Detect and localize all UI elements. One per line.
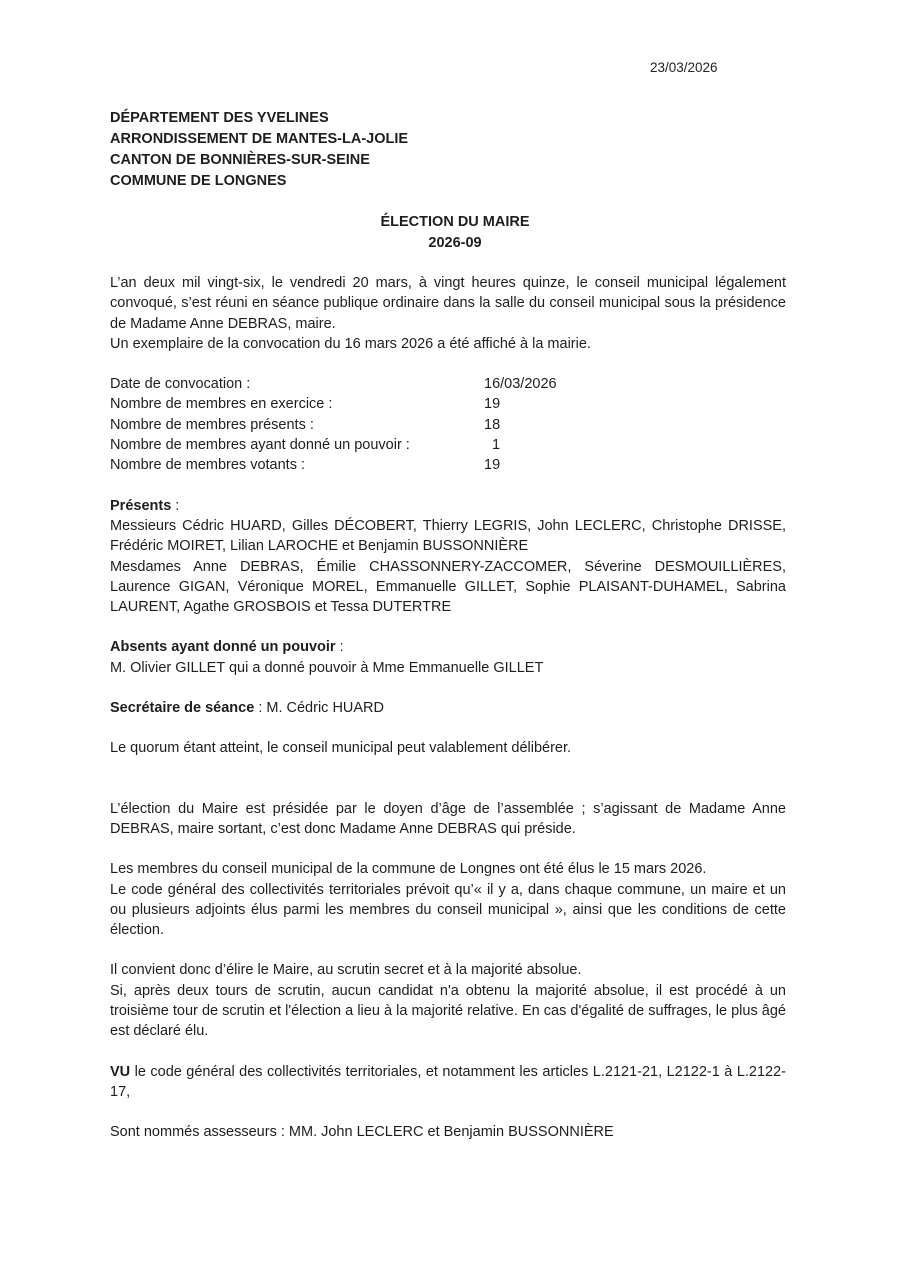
stats-row [110, 415, 786, 435]
presents-heading-line [110, 496, 786, 516]
title-number: 2026-09 [428, 235, 482, 251]
header-arrondissement: ARRONDISSEMENT DE MANTES-LA-JOLIE [110, 131, 409, 147]
stats-label: Nombre de membres présents : [110, 416, 314, 433]
document-title [0, 212, 900, 254]
stats-row [110, 455, 786, 475]
election-code-quote: Le code général des collectivités territoriales prévoit qu’« il y a, dans chaque commune, un maire et un ou plusieurs adjoints élus parmi les membres du conseil municipal », ainsi que les conditions de cette élection. [110, 881, 786, 939]
stats-row [110, 374, 786, 394]
secretaire-heading: Secrétaire de séance [110, 700, 255, 717]
vu-clause [110, 1062, 786, 1103]
stats-value: 16/03/2026 [484, 376, 557, 393]
title-main: ÉLECTION DU MAIRE [380, 214, 530, 230]
stats-label: Nombre de membres en exercice : [110, 396, 333, 413]
stats-value: 18 [484, 416, 501, 433]
election-rules: Si, après deux tours de scrutin, aucun candidat n'a obtenu la majorité absolue, il est procédé à un troisième tour de scrutin et l'élection a lieu à la majorité relative. En cas d'égalité de suffrages, le plus âgé est déclaré élu. [110, 982, 786, 1040]
header-canton: CANTON DE BONNIÈRES-SUR-SEINE [110, 152, 370, 168]
document-body [110, 273, 786, 1143]
header-commune: COMMUNE DE LONGNES [110, 173, 287, 189]
election-method: Il convient donc d’élire le Maire, au scrutin secret et à la majorité absolue. [110, 962, 582, 979]
document-date: 23/03/2026 [650, 60, 718, 75]
secretaire-line [110, 698, 786, 718]
secretaire-text: : M. Cédric HUARD [254, 700, 385, 717]
header-departement: DÉPARTEMENT DES YVELINES [110, 110, 329, 126]
assesseurs-line: Sont nommés assesseurs : MM. John LECLERC et Benjamin BUSSONNIÈRE [110, 1124, 614, 1141]
stats-value: 19 [484, 396, 501, 413]
election-date: Les membres du conseil municipal de la commune de Longnes ont été élus le 15 mars 2026. [110, 861, 707, 878]
absents-text: M. Olivier GILLET qui a donné pouvoir à Mme Emmanuelle GILLET [110, 659, 544, 676]
session-stats-table [110, 374, 786, 475]
administrative-header [110, 108, 408, 192]
stats-label: Nombre de membres votants : [110, 457, 306, 474]
intro-paragraph: L’an deux mil vingt-six, le vendredi 20 mars, à vingt heures quinze, le conseil municipal légalement convoqué, s’est réuni en séance publique ordinaire dans la salle du conseil municipal sous la présidence de Madame Anne DEBRAS, maire. [110, 275, 786, 332]
quorum-statement: Le quorum étant atteint, le conseil municipal peut valablement délibérer. [110, 740, 572, 757]
stats-label: Date de convocation : [110, 376, 251, 393]
stats-label: Nombre de membres ayant donné un pouvoir : [110, 437, 410, 454]
absents-heading-line [110, 637, 786, 657]
presents-heading-suffix: : [171, 497, 180, 514]
stats-row [110, 394, 786, 414]
vu-keyword: VU [110, 1063, 131, 1080]
absents-heading: Absents ayant donné un pouvoir [110, 639, 336, 656]
presents-mesdames: Mesdames Anne DEBRAS, Émilie CHASSONNERY-ZACCOMER, Séverine DESMOUILLIÈRES, Laurence GIGAN, Véronique MOREL, Emmanuelle GILLET, Sophie PLAISANT-DUHAMEL, Sabrina LAURENT, Agathe GROSBOIS et Tessa DUTERTRE [110, 558, 786, 616]
election-presidency: L’élection du Maire est présidée par le doyen d’âge de l’assemblée ; s’agissant de Madame Anne DEBRAS, maire sortant, c’est donc Madame Anne DEBRAS qui préside. [110, 800, 786, 837]
stats-value: 19 [484, 457, 501, 474]
stats-row [110, 435, 786, 455]
presents-messieurs: Messieurs Cédric HUARD, Gilles DÉCOBERT, Thierry LEGRIS, John LECLERC, Christophe DRISSE, Frédéric MOIRET, Lilian LAROCHE et Benjamin BUSSONNIÈRE [110, 517, 786, 555]
stats-value: 1 [492, 437, 501, 454]
absents-heading-suffix: : [335, 639, 344, 656]
vu-text: le code général des collectivités territoriales, et notamment les articles L.2121-21, L2122-1 à L.2122-17, [110, 1063, 786, 1100]
presents-heading: Présents [110, 497, 172, 514]
convocation-notice: Un exemplaire de la convocation du 16 mars 2026 a été affiché à la mairie. [110, 335, 591, 352]
